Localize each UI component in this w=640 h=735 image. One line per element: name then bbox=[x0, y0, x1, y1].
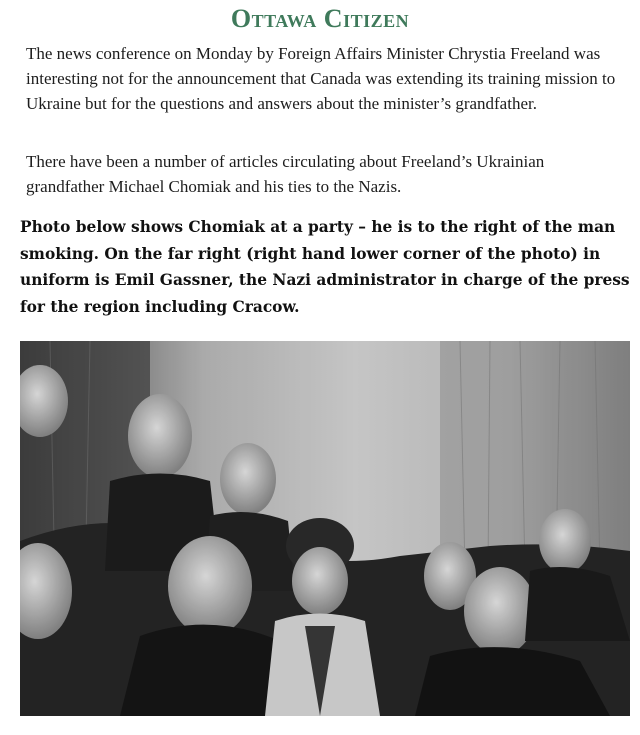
article-paragraph-1: The news conference on Monday by Foreign Affairs Minister Chrystia Freeland was interesting not for the announcement that Canada was extending its training mission to Ukraine but for the questions and answers about the minister’s grandfather. bbox=[26, 44, 616, 113]
article-paragraph-2: There have been a number of articles circulating about Freeland’s Ukrainian grandfather Michael Chomiak and his ties to the Nazis. bbox=[26, 152, 545, 196]
group-photo bbox=[20, 341, 630, 716]
masthead-logo: Ottawa Citizen bbox=[230, 4, 410, 33]
photo-caption: Photo below shows Chomiak at a party – he is to the right of the man smoking. On the far right (right hand lower corner of the photo) in uniform is Emil Gassner, the Nazi administrator in charge of the press for the region including Cracow. bbox=[20, 218, 630, 316]
